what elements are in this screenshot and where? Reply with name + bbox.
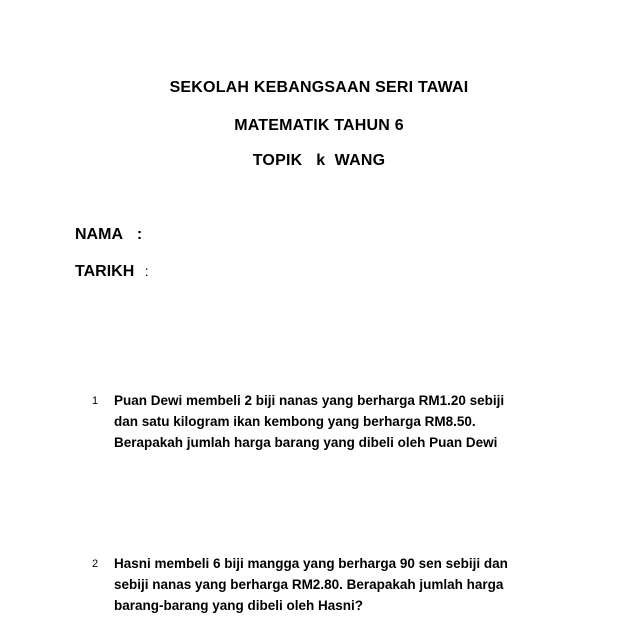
question-1-line: Berapakah jumlah harga barang yang dibeli oleh Puan Dewi [114,435,498,450]
topic-title: TOPIK k WANG [252,152,386,169]
question-1-text [114,390,574,453]
school-name: SEKOLAH KEBANGSAAN SERI TAWAI [169,79,469,96]
question-2-number: 2 [92,558,99,570]
question-2-text [114,553,574,616]
date-colon: : [144,263,149,279]
date-label: TARIKH [75,263,135,280]
question-2-line: sebiji nanas yang berharga RM2.80. Berapakah jumlah harga [114,577,504,592]
question-1-number: 1 [92,395,99,407]
date-field [75,263,149,281]
question-2-line: barang-barang yang dibeli oleh Hasni? [114,598,364,613]
question-2-line: Hasni membeli 6 biji mangga yang berharga 90 sen sebiji dan [114,556,508,571]
question-1-line: dan satu kilogram ikan kembong yang berharga RM8.50. [114,414,476,429]
name-colon: : [136,226,143,243]
name-label: NAMA [75,226,123,243]
name-field [75,226,142,244]
question-1-line: Puan Dewi membeli 2 biji nanas yang berharga RM1.20 sebiji [114,393,505,408]
subject-title: MATEMATIK TAHUN 6 [234,117,404,134]
